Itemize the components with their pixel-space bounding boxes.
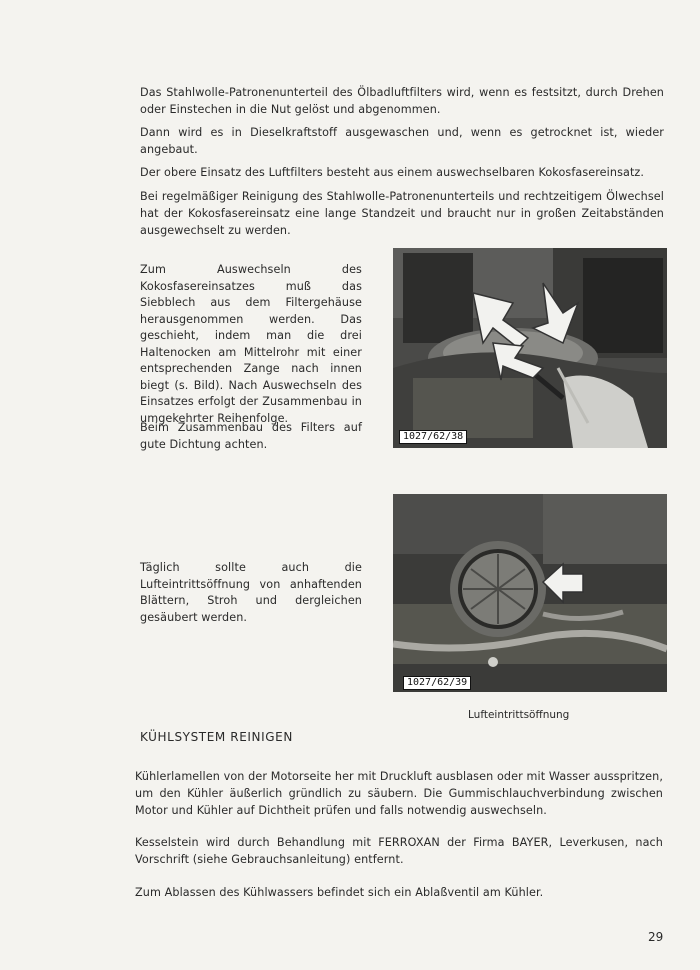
intro-paragraph-3: Der obere Einsatz des Luftfilters besteht aus einem auswechselbaren Kokosfasereinsatz. — [140, 166, 645, 179]
filter-seal-note: Beim Zusammenbau des Filters auf gute Dichtung achten. — [140, 421, 362, 451]
intro-paragraph-1: Das Stahlwolle-Patronenunterteil des Ölbadluftfilters wird, wenn es festsitzt, durch Drehen oder Einstechen in die Nut gelöst und abgenommen. — [140, 86, 664, 116]
cooling-paragraph-1: Kühlerlamellen von der Motorseite her mit Druckluft ausblasen oder mit Wasser ausspritzen, um den Kühler äußerlich gründlich zu säubern. Die Gummischlauchverbindung zwischen Motor und Kühler auf Dichtheit prüfen und falls notwendig auswechseln. — [135, 770, 663, 817]
air-filter-photo-drawing — [393, 248, 667, 448]
cooling-paragraph-2: Kesselstein wird durch Behandlung mit FERROXAN der Firma BAYER, Leverkusen, nach Vorschrift (siehe Gebrauchsanleitung) entfernt. — [135, 836, 663, 866]
photo-reference-38: 1027/62/38 — [399, 430, 467, 444]
air-intake-photo-drawing — [393, 494, 667, 692]
cooling-section-heading: KÜHLSYSTEM REINIGEN — [140, 730, 293, 744]
intro-paragraph-4: Bei regelmäßiger Reinigung des Stahlwolle-Patronenunterteils und rechtzeitigem Ölwechsel hat der Kokosfasereinsatz eine lange Standzeit und braucht nur in großen Zeitabständen ausgewechselt zu werden. — [140, 190, 664, 237]
intake-cleaning-note: Täglich sollte auch die Lufteintrittsöffnung von anhaftenden Blättern, Stroh und dergleichen gesäubert werden. — [140, 561, 362, 624]
filter-instructions: Zum Auswechseln des Kokosfasereinsatzes muß das Siebblech aus dem Filtergehäuse herausgenommen werden. Das geschieht, indem man die drei Haltenocken am Mittelrohr mit einer entsprechenden Zange nach innen biegt (s. Bild). Nach Auswechseln des Einsatzes erfolgt der Zusammenbau in umgekehrter Reihenfolge. — [140, 263, 362, 425]
air-intake-photo — [393, 494, 667, 692]
intake-photo-caption: Lufteintrittsöffnung — [468, 709, 570, 721]
intro-paragraph-2: Dann wird es in Dieselkraftstoff ausgewaschen und, wenn es getrocknet ist, wieder angebaut. — [140, 126, 664, 156]
air-filter-photo — [393, 248, 667, 448]
page-number: 29 — [648, 930, 664, 944]
cooling-paragraph-3: Zum Ablassen des Kühlwassers befindet sich ein Ablaßventil am Kühler. — [135, 886, 544, 899]
photo-reference-39: 1027/62/39 — [403, 676, 471, 690]
